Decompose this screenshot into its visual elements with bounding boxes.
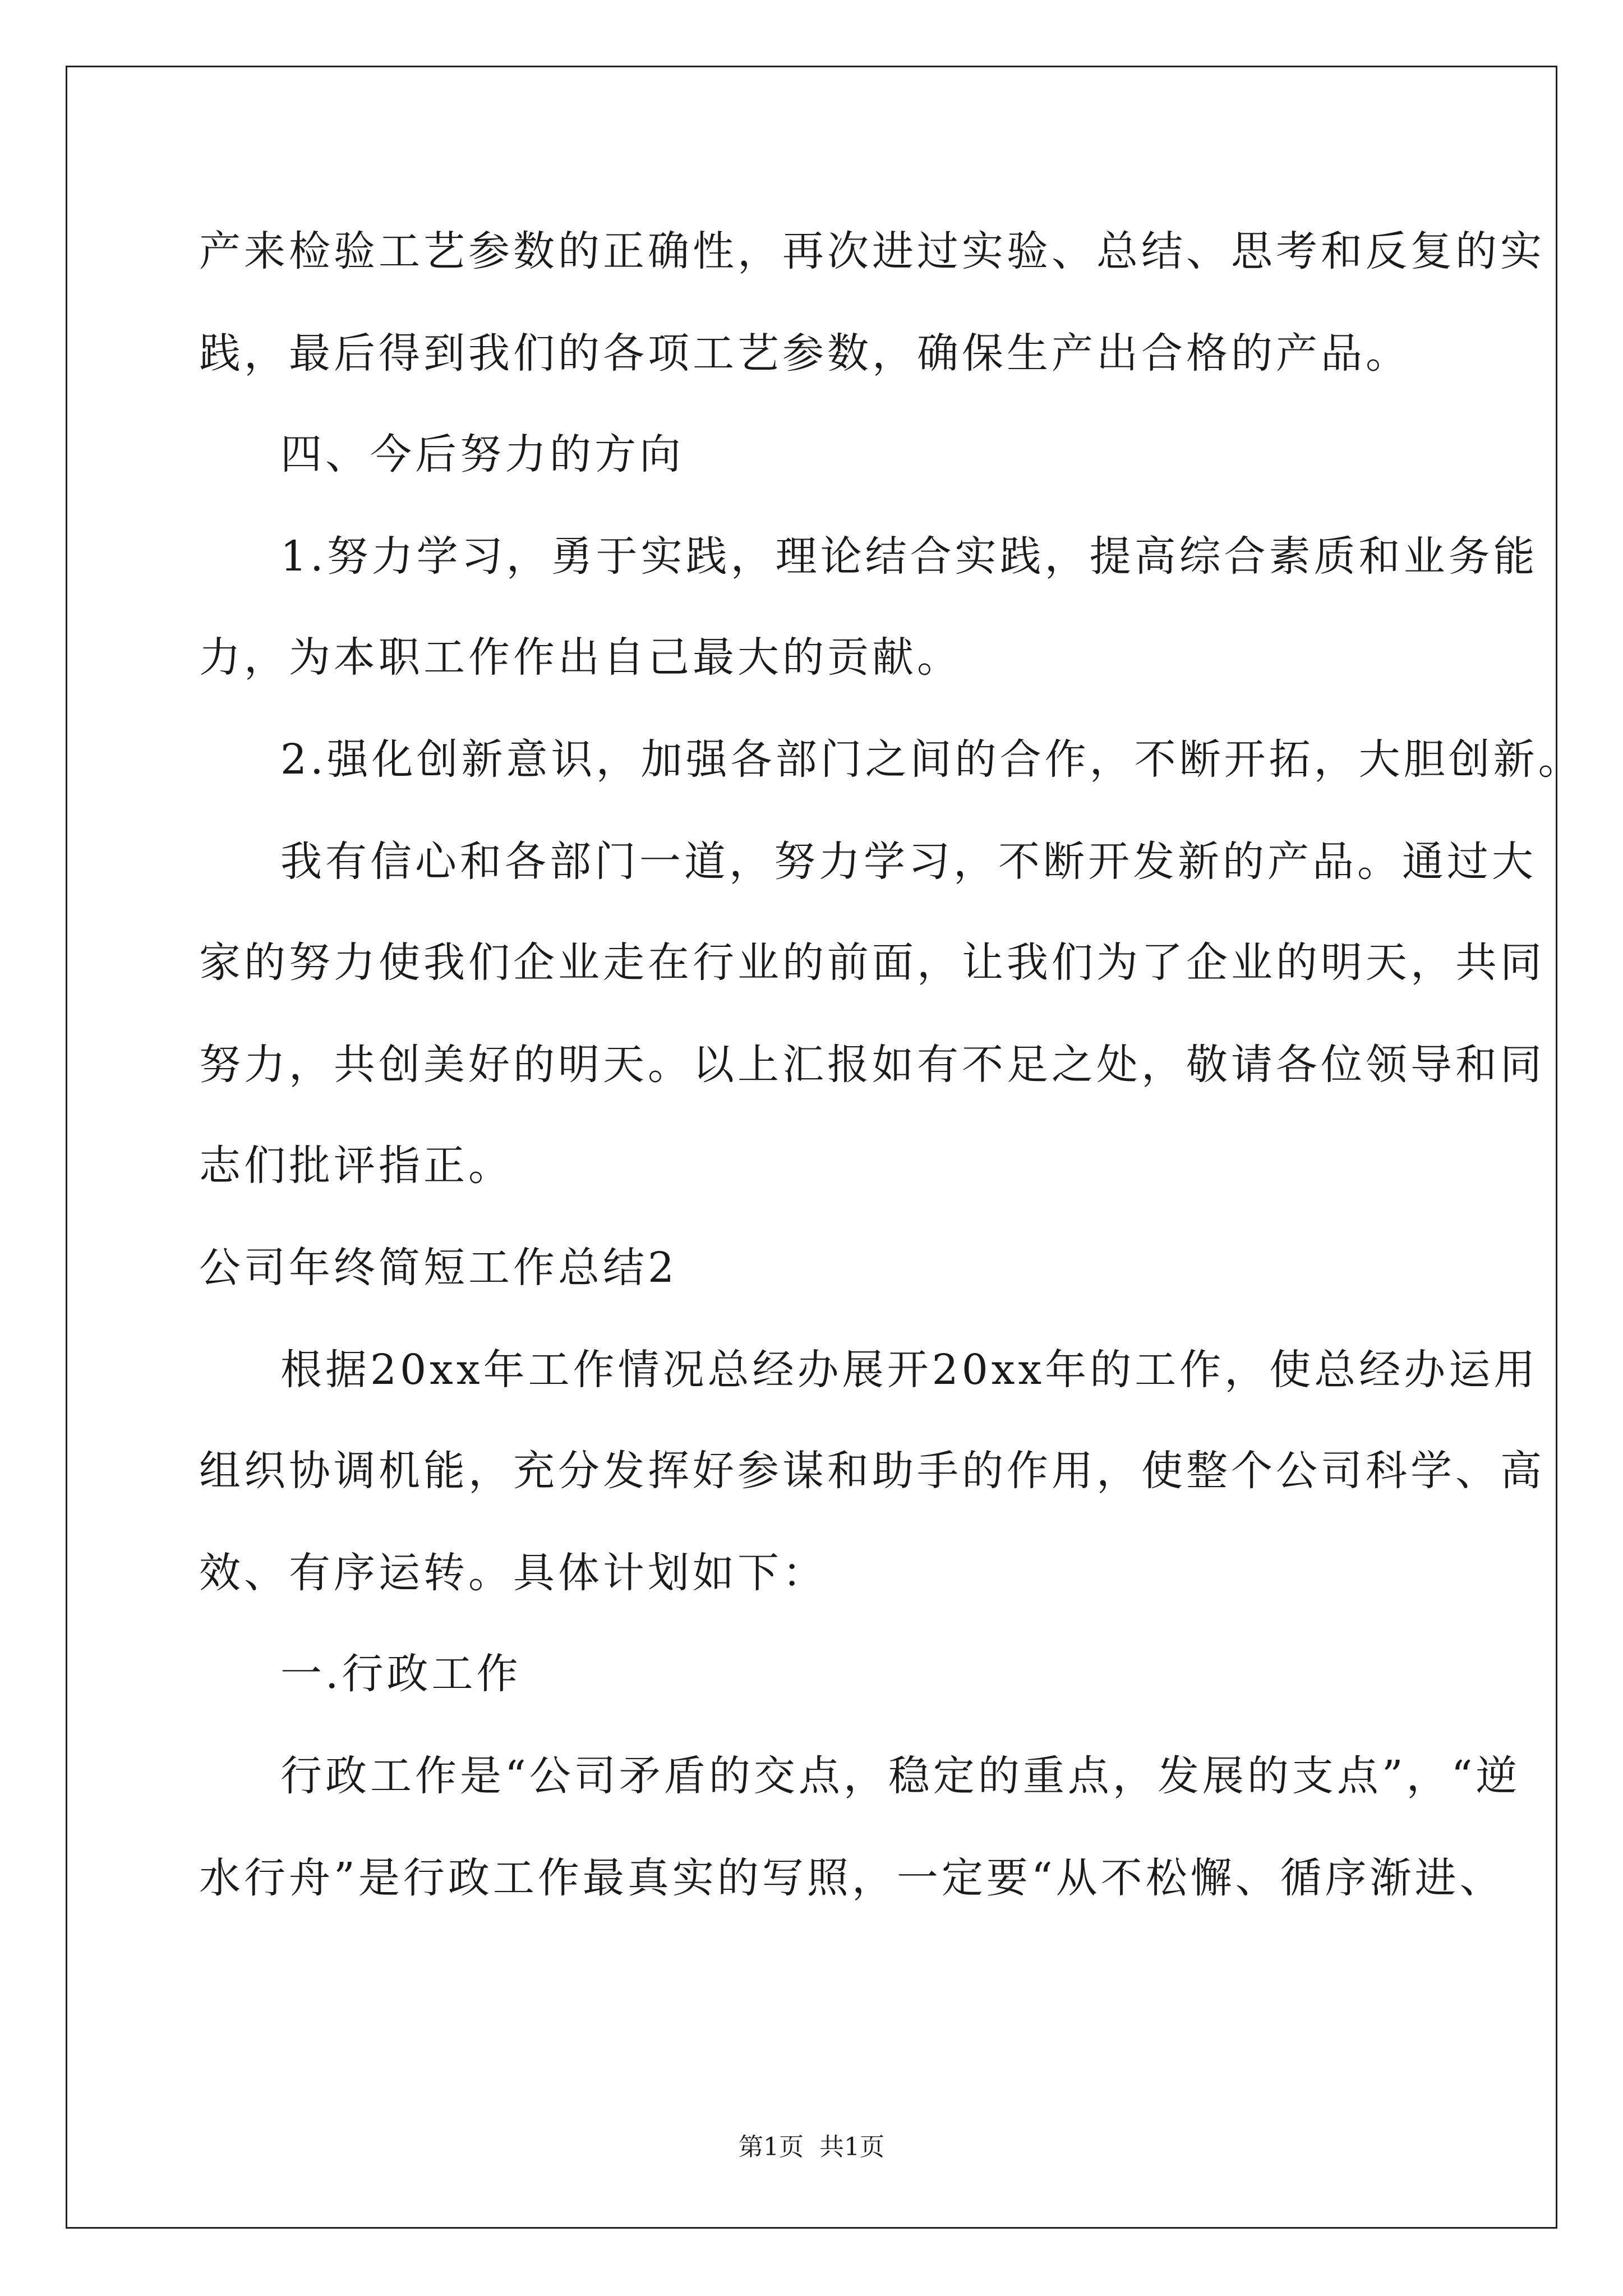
text-line-17: 水行舟”是行政工作最真实的写照，一定要“从不松懈、循序渐进、 — [199, 1854, 1505, 1902]
text-line-8: 家的努力使我们企业走在行业的前面，让我们为了企业的明天，共同 — [199, 938, 1545, 987]
section-heading-future-direction: 四、今后努力的方向 — [280, 430, 684, 478]
text-line-16: 行政工作是“公司矛盾的交点，稳定的重点，发展的支点”，“逆 — [280, 1752, 1521, 1800]
text-line-1: 产来检验工艺参数的正确性，再次进过实验、总结、思考和反复的实 — [199, 227, 1545, 275]
document-title: 公司年终简短工作总结2 — [199, 1244, 678, 1292]
text-line-4: 1.努力学习，勇于实践，理论结合实践，提高综合素质和业务能 — [280, 532, 1538, 581]
page-number-footer: 第1页 共1页 — [739, 2133, 884, 2161]
text-line-14: 效、有序运转。具体计划如下： — [199, 1549, 827, 1597]
text-line-5: 力，为本职工作作出自己最大的贡献。 — [199, 633, 962, 682]
text-line-12: 根据20xx年工作情况总经办展开20xx年的工作，使总经办运用 — [280, 1346, 1539, 1394]
text-line-10: 志们批评指正。 — [199, 1142, 513, 1190]
text-line-13: 组织协调机能，充分发挥好参谋和助手的作用，使整个公司科学、高 — [199, 1447, 1545, 1495]
section-heading-admin-work: 一.行政工作 — [280, 1650, 522, 1698]
text-line-6: 2.强化创新意识，加强各部门之间的合作，不断开拓，大胆创新。 — [280, 735, 1583, 784]
text-line-7: 我有信心和各部门一道，努力学习，不断开发新的产品。通过大 — [280, 838, 1537, 886]
text-line-2: 践，最后得到我们的各项工艺参数，确保生产出合格的产品。 — [199, 329, 1410, 378]
text-line-9: 努力，共创美好的明天。以上汇报如有不足之处，敬请各位领导和同 — [199, 1041, 1545, 1089]
